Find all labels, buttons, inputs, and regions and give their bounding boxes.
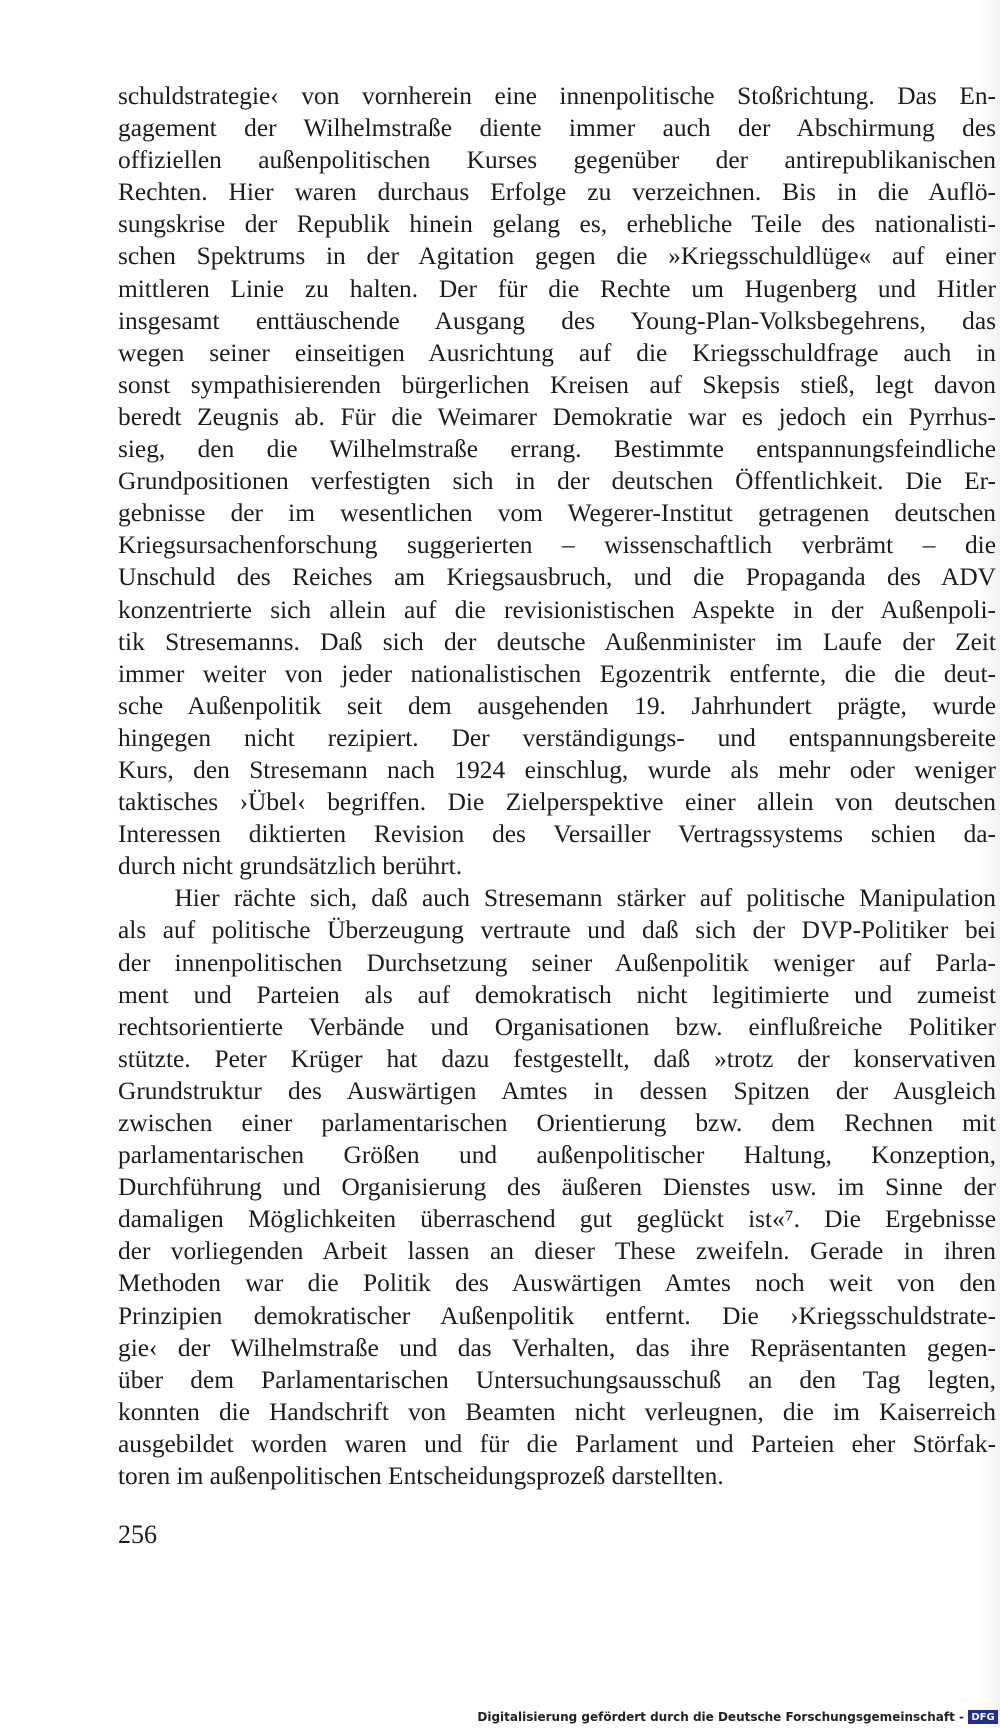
text-line: offiziellen außenpolitischen Kurses gegenüber der antirepublikanischen [118,146,996,175]
text-line: gie‹ der Wilhelmstraße und das Verhalten, das ihre Repräsentanten gegen- [118,1333,996,1362]
digitization-footer [477,1706,1000,1728]
text-line: durch nicht grundsätzlich berührt. [118,852,463,881]
text-line: ment und Parteien als auf demokratisch nicht legitimierte und zumeist [118,980,996,1009]
text-line: schen Spektrums in der Agitation gegen die »Kriegsschuldlüge« auf einer [118,242,996,271]
text-line: insgesamt enttäuschende Ausgang des Young-Plan-Volksbegehrens, das [118,306,996,335]
text-line: Grundpositionen verfestigten sich in der deutschen Öffentlichkeit. Die Er- [118,467,996,496]
text-line: schuldstrategie‹ von vornherein eine innenpolitische Stoßrichtung. Das En- [118,82,996,110]
text-line: Kriegsursachenforschung suggerierten – wissenschaftlich verbrämt – die [118,531,996,560]
text-line: stützte. Peter Krüger hat dazu festgestellt, daß »trotz der konservativen [118,1044,996,1073]
text-line: sungskrise der Republik hinein gelang es, erhebliche Teile des nationalisti- [118,210,996,239]
text-line: Hier rächte sich, daß auch Stresemann stärker auf politische Manipulation [118,884,996,913]
text-line: hingegen nicht rezipiert. Der verständigungs- und entspannungsbereite [118,723,996,752]
text-line: ausgebildet worden waren und für die Parlament und Parteien eher Störfak- [118,1429,996,1458]
text-line: beredt Zeugnis ab. Für die Weimarer Demokratie war es jedoch ein Pyrrhus- [118,402,996,431]
text-line: der innenpolitischen Durchsetzung seiner Außenpolitik weniger auf Parla- [118,948,996,977]
text-line: konzentrierte sich allein auf die revisionistischen Aspekte in der Außenpoli- [118,595,996,624]
text-line: konnten die Handschrift von Beamten nicht verleugnen, die im Kaiserreich [118,1397,996,1426]
text-line: mittleren Linie zu halten. Der für die Rechte um Hugenberg und Hitler [118,274,996,303]
text-line: Kurs, den Stresemann nach 1924 einschlug, wurde als mehr oder weniger [118,755,996,784]
text-line: Unschuld des Reiches am Kriegsausbruch, und die Propaganda des ADV [118,563,996,592]
text-line: damaligen Möglichkeiten überraschend gut geglückt ist«⁷. Die Ergebnisse [118,1205,996,1234]
text-line: Grundstruktur des Auswärtigen Amtes in dessen Spitzen der Ausgleich [118,1076,996,1105]
text-line: rechtsorientierte Verbände und Organisationen bzw. einflußreiche Politiker [118,1012,996,1041]
text-line: als auf politische Überzeugung vertraute und daß sich der DVP-Politiker bei [118,916,996,945]
dfg-logo: DFG [968,1710,998,1724]
text-line: sieg, den die Wilhelmstraße errang. Bestimmte entspannungsfeindliche [118,435,996,464]
paragraph-1 [118,80,996,882]
text-line: gagement der Wilhelmstraße diente immer auch der Abschirmung des [118,114,996,143]
text-line: taktisches ›Übel‹ begriffen. Die Zielperspektive einer allein von deutschen [118,788,996,817]
text-line: Methoden war die Politik des Auswärtigen Amtes noch weit von den [118,1269,996,1298]
text-line: gebnisse der im wesentlichen vom Wegerer-Institut getragenen deutschen [118,499,996,528]
page-number: 256 [118,1520,157,1549]
text-line: Prinzipien demokratischer Außenpolitik entfernt. Die ›Kriegsschuldstrate- [118,1301,996,1330]
text-line: zwischen einer parlamentarischen Orientierung bzw. dem Rechnen mit [118,1109,996,1137]
text-line: Durchführung und Organisierung des äußeren Dienstes usw. im Sinne der [118,1173,996,1202]
text-line: der vorliegenden Arbeit lassen an dieser These zweifeln. Gerade in ihren [118,1237,996,1266]
text-line: sche Außenpolitik seit dem ausgehenden 19. Jahrhundert prägte, wurde [118,691,996,720]
text-line: tik Stresemanns. Daß sich der deutsche Außenminister im Laufe der Zeit [118,627,996,656]
text-line: Interessen diktierten Revision des Versailler Vertragssystems schien da- [118,820,996,849]
text-line: wegen seiner einseitigen Ausrichtung auf die Kriegsschuldfrage auch in [118,338,996,367]
text-line: parlamentarischen Größen und außenpolitischer Haltung, Konzeption, [118,1141,996,1170]
text-line: Rechten. Hier waren durchaus Erfolge zu verzeichnen. Bis in die Auflö- [118,178,996,207]
text-line: toren im außenpolitischen Entscheidungsprozeß darstellten. [118,1462,724,1491]
paragraph-2 [118,882,996,1492]
body-text [118,80,996,1492]
footer-credit-text: Digitalisierung gefördert durch die Deutsche Forschungsgemeinschaft - [477,1710,964,1724]
text-line: über dem Parlamentarischen Untersuchungsausschuß an den Tag legten, [118,1365,996,1394]
text-line: sonst sympathisierenden bürgerlichen Kreisen auf Skepsis stieß, legt davon [118,370,996,399]
text-line: immer weiter von jeder nationalistischen Egozentrik entfernte, die die deut- [118,659,996,688]
